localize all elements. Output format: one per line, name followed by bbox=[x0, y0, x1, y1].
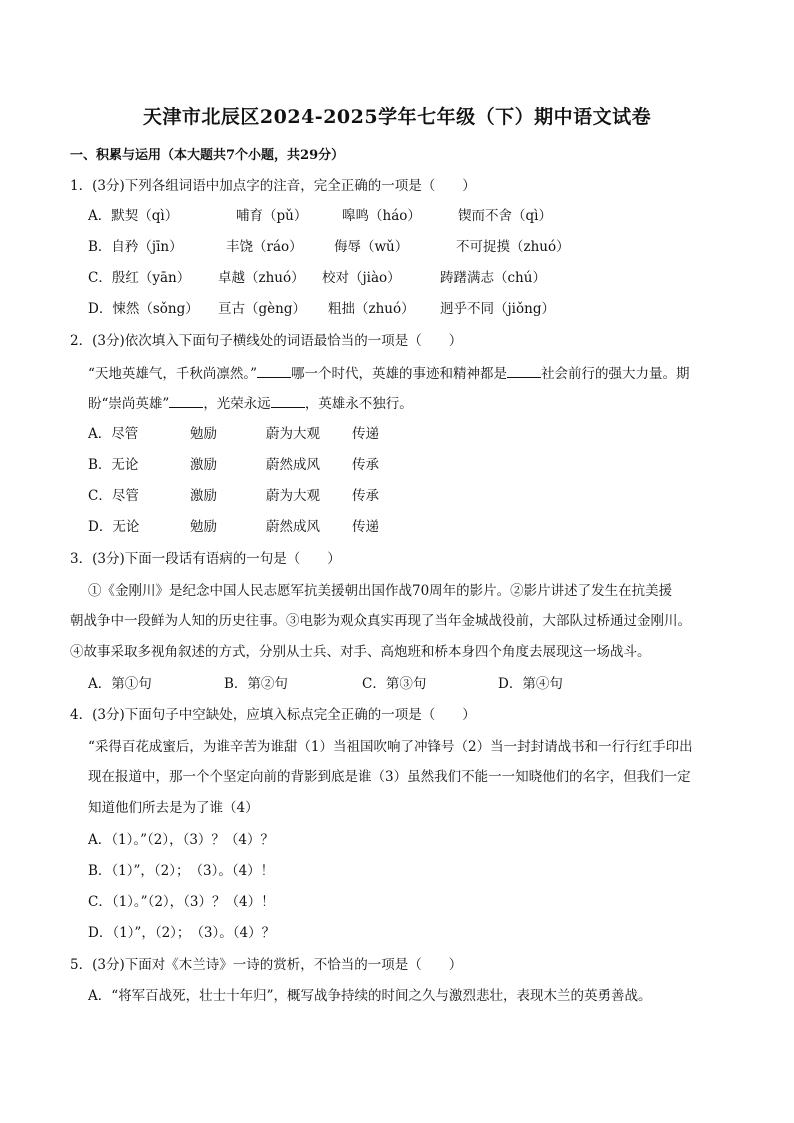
q2-b-4: 传承 bbox=[352, 457, 379, 473]
exam-title: 天津市北辰区2024-2025学年七年级（下）期中语文试卷 bbox=[142, 106, 652, 128]
q1-d-2: 亘古（gèng） bbox=[218, 301, 306, 317]
q4-option-d: D．（1）”，（2）； （3）。（4）？ bbox=[88, 925, 276, 941]
q2-d-4: 传递 bbox=[352, 519, 379, 535]
q1-a-1: A．默契（qì） bbox=[88, 208, 179, 224]
q3-option-a: A．第①句 bbox=[88, 676, 152, 692]
q2-a-4: 传递 bbox=[352, 426, 379, 442]
q2-a-3: 蔚为大观 bbox=[266, 426, 320, 442]
q2-d-1: D．无论 bbox=[88, 519, 140, 535]
q2-text-2b: ，光荣永远 bbox=[203, 396, 271, 412]
q4-option-b: B．（1）”，（2）； （3）。（4）！ bbox=[88, 863, 275, 879]
q2-b-3: 蔚然成风 bbox=[266, 457, 320, 473]
q3-option-d: D．第④句 bbox=[498, 676, 563, 692]
q2-d-3: 蔚然成风 bbox=[266, 519, 320, 535]
q3-stem: 3．(3分)下面一段话有语病的一句是（ ） bbox=[70, 551, 341, 567]
q3-option-b: B．第②句 bbox=[224, 676, 288, 692]
q2-blank-4 bbox=[271, 393, 305, 408]
q5-option-a: A．“将军百战死，壮士十年归”，概写战争持续的时间之久与激烈悲壮，表现木兰的英勇善战。 bbox=[88, 988, 652, 1004]
q2-blank-1 bbox=[257, 363, 291, 378]
q2-text-2c: ，英雄永不独行。 bbox=[304, 396, 413, 412]
q4-passage-line-1: “采得百花成蜜后，为谁辛苦为谁甜（1）当祖国吹响了冲锋号（2）当一封封请战书和一行行红手印出 bbox=[88, 739, 693, 755]
q1-c-3: 校对（jiào） bbox=[322, 270, 401, 286]
q1-b-4: 不可捉摸（zhuó） bbox=[456, 239, 570, 255]
section-heading: 一、积累与运用（本大题共7个小题，共29分） bbox=[70, 148, 345, 163]
q2-text-2a: 盼“崇尚英雄” bbox=[88, 396, 170, 412]
q3-passage-line-1: ①《金刚川》是纪念中国人民志愿军抗美援朝出国作战70周年的影片。②影片讲述了发生在抗美援 bbox=[88, 583, 673, 599]
q1-b-1: B．自矜（jīn） bbox=[88, 239, 183, 255]
q4-passage-line-2: 现在报道中，那一个个坚定向前的背影到底是谁（3）虽然我们不能一一知晓他们的名字，但我们一定 bbox=[88, 769, 691, 785]
q1-c-1: C．殷红（yān） bbox=[88, 270, 191, 286]
q4-option-a: A．（1）。”（2），（3）？（4）？ bbox=[88, 832, 275, 848]
q2-b-2: 激励 bbox=[190, 457, 217, 473]
q4-stem: 4．(3分)下面句子中空缺处，应填入标点完全正确的一项是（ ） bbox=[70, 707, 476, 723]
q1-d-3: 粗拙（zhuó） bbox=[328, 301, 415, 317]
q2-text-1a: “天地英雄气，千秋尚凛然。” bbox=[88, 366, 258, 382]
q1-c-4: 踌躇满志（chú） bbox=[440, 270, 546, 286]
q2-c-1: C．尽管 bbox=[88, 488, 139, 504]
q2-a-1: A．尽管 bbox=[88, 426, 139, 442]
q2-stem: 2．(3分)依次填入下面句子横线处的词语最恰当的一项是（ ） bbox=[70, 333, 463, 349]
q2-d-2: 勉励 bbox=[190, 519, 217, 535]
q1-b-3: 侮辱（wǔ） bbox=[334, 239, 409, 255]
q1-a-4: 锲而不舍（qì） bbox=[458, 208, 552, 224]
q3-option-c: C．第③句 bbox=[362, 676, 427, 692]
q2-c-3: 蔚为大观 bbox=[266, 488, 320, 504]
q1-a-3: 嗥鸣（háo） bbox=[342, 208, 421, 224]
q2-b-1: B．无论 bbox=[88, 457, 139, 473]
q2-c-4: 传承 bbox=[352, 488, 379, 504]
q2-text-1b: 哪一个时代，英雄的事迹和精神都是 bbox=[291, 366, 508, 382]
q1-stem: 1．(3分)下列各组词语中加点字的注音，完全正确的一项是（ ） bbox=[70, 178, 476, 194]
q4-option-c: C．（1）。”（2），（3）？（4）！ bbox=[88, 894, 275, 910]
q4-passage-line-3: 知道他们所去是为了谁（4） bbox=[88, 800, 259, 816]
q1-d-4: 迥乎不同（jiǒng） bbox=[440, 301, 555, 317]
q3-passage-line-3: ④故事采取多视角叙述的方式，分别从士兵、对手、高炮班和桥本身四个角度去展现这一场战斗。 bbox=[70, 644, 651, 660]
q1-b-2: 丰饶（ráo） bbox=[226, 239, 303, 255]
q1-a-2: 哺育（pǔ） bbox=[236, 208, 308, 224]
q2-blank-3 bbox=[169, 393, 203, 408]
q2-passage-line-1 bbox=[88, 363, 690, 384]
q2-a-2: 勉励 bbox=[190, 426, 217, 442]
q1-d-1: D．悚然（sǒng） bbox=[88, 301, 199, 317]
q2-text-1c: 社会前行的强大力量。期 bbox=[541, 366, 690, 382]
q3-passage-line-2: 朝战争中一段鲜为人知的历史往事。③电影为观众真实再现了当年金城战役前，大部队过桥通过金刚川。 bbox=[70, 613, 691, 629]
q2-blank-2 bbox=[507, 363, 541, 378]
q2-passage-line-2 bbox=[88, 393, 413, 414]
q5-stem: 5．(3分)下面对《木兰诗》一诗的赏析，不恰当的一项是（ ） bbox=[70, 957, 463, 973]
q2-c-2: 激励 bbox=[190, 488, 217, 504]
q1-c-2: 卓越（zhuó） bbox=[218, 270, 305, 286]
